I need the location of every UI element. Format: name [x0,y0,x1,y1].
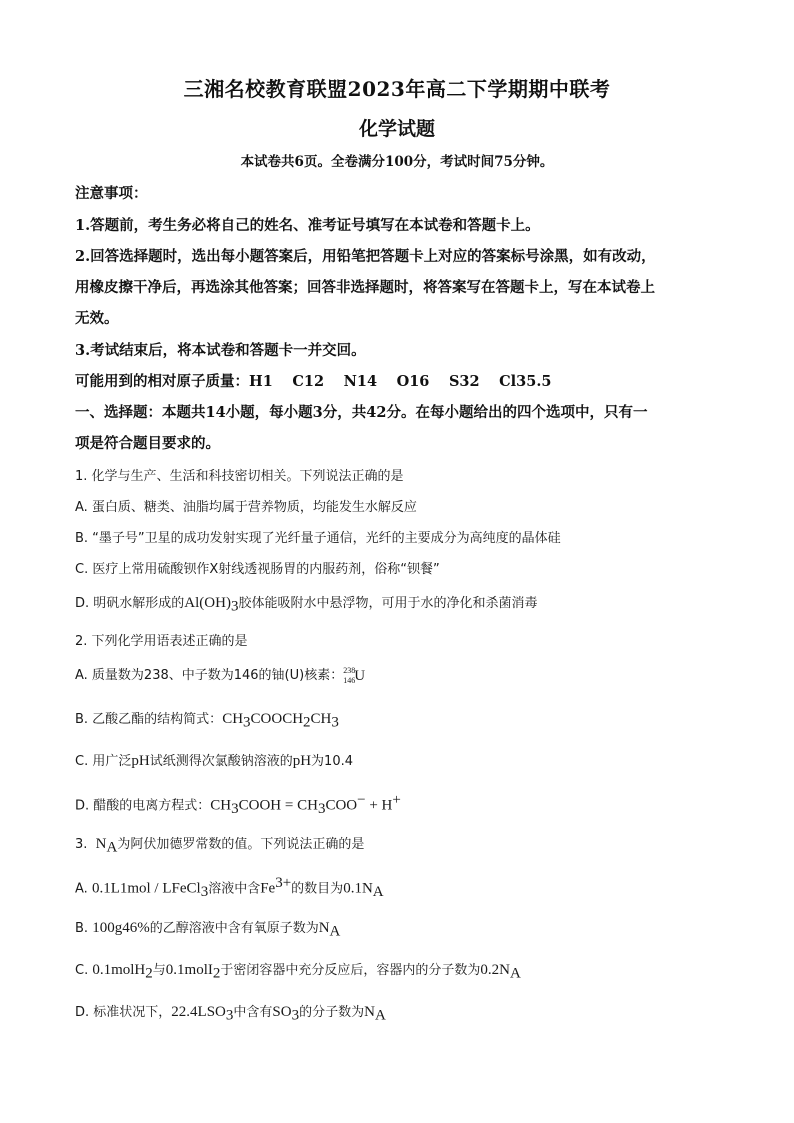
q3-a-text: 的数目为 [291,881,344,897]
q2-option-c [75,750,725,770]
q3-a-text: 溶液中含 [208,881,261,897]
q2-stem: 2. 下列化学用语表述正确的是 [75,634,248,649]
q2-b-sub: 3 [243,714,251,731]
q3-a-sub: A [372,883,384,900]
q1-option-d [75,592,725,616]
q3-d-text: 的分子数为 [299,1005,365,1020]
q3-option-a [75,875,725,901]
q2-d-formula-part: COO [325,797,358,814]
q2-d-text: D. 醋酸的电离方程式： [75,798,211,814]
q2-c-text: C. 用广泛 [75,754,132,769]
q2-b-sub: 2 [303,714,311,731]
section-1-line-2: 项是符合题目要求的。 [75,435,220,452]
nuclide-mass-number: 238 [343,665,356,675]
q3-option-c [75,959,725,983]
q3-stem-text: 为阿伏加德罗常数的值。下列说法正确的是 [117,837,365,852]
q2-option-b [75,708,725,732]
q3-d-formula: N [364,1004,375,1020]
q3-d-formula: SO [272,1004,292,1020]
q3-na-sub: A [106,839,118,856]
q2-c-ph: pH [131,753,150,769]
q2-c-text: 为10.4 [311,754,353,769]
q1-option-b: B. “墨子号”卫星的成功发射实现了光纤量子通信，光纤的主要成分为高纯度的晶体硅 [75,531,561,546]
q2-d-sub: 3 [317,800,326,817]
q2-option-a [75,664,725,685]
q1-d-formula: Al(OH) [184,595,231,611]
q3-stem: 3. $N_A$为阿伏加德罗常数的值。下列说法正确的是 [75,836,365,856]
q3-option-d [75,1001,725,1025]
q3-d-sub: A [374,1007,386,1024]
q2-d-sup: − [357,792,366,808]
q2-b-formula-part: CH [222,711,244,727]
q3-b-formula: N [318,920,330,936]
q3-a-formula: 0.1L1mol / LFeCl [91,880,201,897]
notice-item-2-line-1: 2.回答选择题时，选出每小题答案后，用铅笔把答题卡上对应的答案标号涂黑，如有改动， [75,248,656,265]
nuclide-symbol: U [354,667,366,684]
q2-d-formula-part: COOH = CH [238,797,318,814]
nuclide-atomic-number: 146 [343,675,356,685]
q2-b-formula-part: CH [310,711,332,727]
q1-option-a: A. 蛋白质、糖类、油脂均属于营养物质，均能发生水解反应 [75,500,417,515]
q3-d-text: D. 标准状况下， [75,1005,172,1020]
notice-item-3: 3.考试结束后，将本试卷和答题卡一并交回。 [75,342,366,359]
q3-c-formula: 0.1molH [92,962,146,978]
q2-d-sup: + [392,792,401,808]
q2-b-sub: 3 [331,714,339,731]
atomic-mass-line: 可能用到的相对原子质量：H1 C12 N14 O16 S32 Cl35.5 [75,373,552,390]
q3-c-formula: 0.1molI [165,962,213,978]
q1-d-text-pre: D. 明矾水解形成的 [75,596,185,611]
q3-d-sub: 3 [225,1007,234,1024]
uranium-nuclide [343,665,366,685]
q1-d-text-post: 胶体能吸附水中悬浮物，可用于水的净化和杀菌消毒 [238,596,538,611]
notice-item-2-line-2: 用橡皮擦干净后，再选涂其他答案；回答非选择题时，将答案写在答题卡上，写在本试卷上 [75,279,655,296]
q3-a-sub: 3 [200,883,209,900]
q3-c-sub: A [509,965,521,982]
q3-c-text: 于密闭容器中充分反应后，容器内的分子数为 [220,963,481,978]
q3-c-sub: 2 [212,965,221,982]
notice-item-1: 1.答题前，考生务必将自己的姓名、准考证号填写在本试卷和答题卡上。 [75,217,540,234]
q3-a-formula: Fe [260,880,276,897]
q3-option-b [75,917,725,941]
q2-c-text: 试纸测得次氯酸钠溶液的 [149,754,293,769]
q2-b-formula-part: COOCH [250,711,304,727]
exam-info: 本试卷共6页。全卷满分100分，考试时间75分钟。 [240,154,554,170]
subject-title: 化学试题 [358,118,435,140]
q3-d-sub: 3 [291,1007,300,1024]
q3-b-formula: 100g46% [92,920,150,936]
q1-d-subscript: 3 [230,598,239,615]
q2-a-text: A. 质量数为238、中子数为146的铀(U)核素： [75,668,344,683]
q3-a-sup: 3+ [275,875,292,891]
q3-c-formula: 0.2N [480,962,510,978]
q2-d-sub: 3 [231,800,239,817]
q2-d-formula-part: CH [210,797,232,814]
q2-b-text: B. 乙酸乙酯的结构简式： [75,712,223,727]
q3-a-text: A. [75,881,92,897]
q3-b-sub: A [329,923,341,940]
section-1-line-1: 一、选择题：本题共14小题，每小题3分，共42分。在每小题给出的四个选项中，只有一 [75,404,648,421]
q2-c-ph: pH [292,753,312,769]
q1-stem: 1. 化学与生产、生活和科技密切相关。下列说法正确的是 [75,469,404,484]
q2-d-formula-part: + H [365,797,393,814]
q3-d-formula: 22.4LSO [171,1004,226,1020]
q3-na: N [95,836,107,852]
q3-c-text: C. [75,963,93,978]
q3-b-text: 的乙醇溶液中含有氧原子数为 [149,921,319,936]
notice-item-2-line-3: 无效。 [75,310,119,327]
exam-title: 三湘名校教育联盟2023年高二下学期期中联考 [183,77,611,101]
notice-heading: 注意事项： [75,185,148,202]
q3-b-text: B. [75,921,93,936]
q1-option-c: C. 医疗上常用硫酸钡作X射线透视肠胃的内服药剂，俗称“钡餐” [75,562,440,577]
q3-c-text: 与 [152,963,166,978]
q3-c-sub: 2 [145,965,153,982]
q3-a-formula: 0.1N [343,880,373,897]
q3-d-text: 中含有 [233,1005,273,1020]
q2-option-d [75,792,725,818]
